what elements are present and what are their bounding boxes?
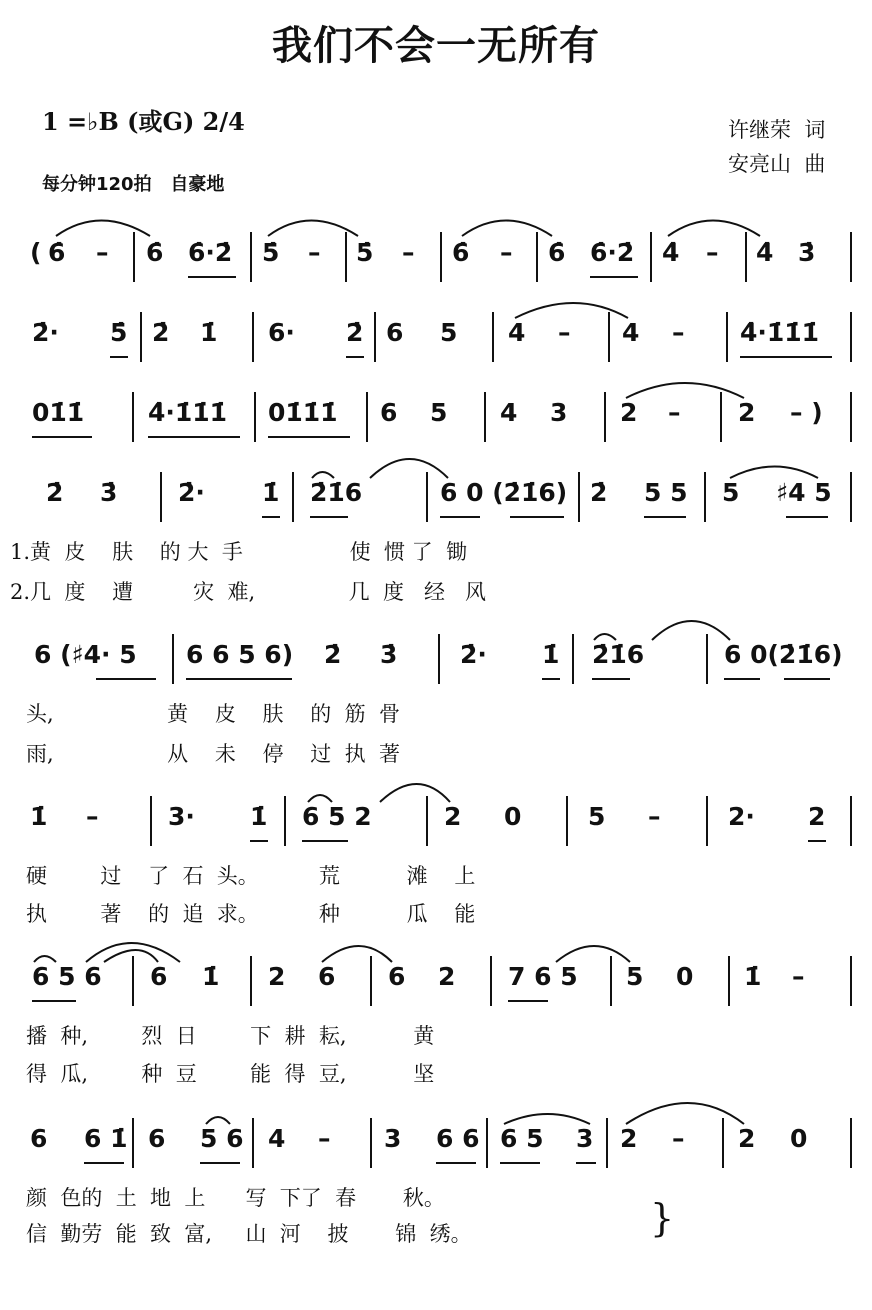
lyric-verse-2: 雨, 从 未 停 过 执 著 [26,742,400,766]
slur-arc [594,634,616,640]
composer-credit: 安亮山 曲 [728,152,826,176]
key-signature: 1 =♭B (或G) 2/4 [42,107,245,136]
slur-arc [730,467,818,479]
lyric-verse-2: 得 瓜, 种 豆 能 得 豆, 坚 [26,1062,435,1086]
lyric-verse-1: 颜 色的 土 地 上 写 下了 春 秋。 [26,1186,445,1210]
tie-arc [462,221,552,237]
staff-row-6: 1̇ – 3· 1̇ 6 5 2 2 0 5 – 2· 2 [0,796,872,856]
tie-arc [380,784,450,802]
lyric-verse-2: 2.几 度 遭 灾 难, 几 度 经 风 [10,580,487,604]
tie-arc [322,946,392,962]
slur-arc [206,1117,230,1124]
staff-row-4: 2̇ 3̇ 2̇· 1̇ 2̇1̇6 6 0 (2̇1̇6) 2̇ 5 5 5 ♯4 5 [0,472,872,532]
lyric-verse-2: 信 勤劳 能 致 富, 山 河 披 锦 绣。 [26,1222,472,1246]
tie-arc [668,221,760,237]
tie-arc [104,950,158,962]
staff-row-5: 6 (♯4· 5 6 6 5 6) 2̇ 3̇ 2̇· 1̇ 2̇1̇6 6 0(2̇1̇6) [0,634,872,694]
verse-brace: } [650,1196,675,1240]
staff-row-2: 2̇· 5̇ 2̇ 1̇ 6· 2̇ 6 5 4 – 4 – 4̇·1̇1̇1̇ [0,312,872,372]
staff-row-8: 6 6 1̇ 6 5 6 4 – 3 6 6 6 5 3 2 – 2 0 [0,1118,872,1178]
tie-arc [370,459,448,478]
tempo-marking: 每分钟120拍 自豪地 [42,174,225,195]
slur-arc [504,1114,590,1124]
slur-arc [34,956,56,962]
slur-arc [308,795,332,802]
lyric-verse-2: 执 著 的 追 求。 种 瓜 能 [26,902,476,926]
notation-row-1: ( [30,238,42,267]
lyric-verse-1: 硬 过 了 石 头。 荒 滩 上 [26,864,476,888]
tie-arc [652,621,730,640]
staff-row-3: 01̇1̇ 4̇·1̇1̇1̇ 01̇1̇1̇ 6 5 4 3 2 – 2 – ) [0,392,872,452]
tie-arc [56,221,150,237]
lyric-verse-1: 播 种, 烈 日 下 耕 耘, 黄 [26,1024,435,1048]
tie-arc [268,221,358,237]
tie-arc [515,303,628,318]
lyricist-credit: 许继荣 词 [728,118,826,142]
song-title: 我们不会一无所有 [272,22,600,69]
slur-arc [312,472,334,478]
tie-arc [556,946,630,962]
tie-arc [626,1103,744,1124]
tie-arc [86,943,180,962]
staff-row-7: 6 5 6 6 1̇ 2 6 6 2 7 6 5 5 0 1̇ – [0,956,872,1016]
staff-row-1: ( 6̇ – 6̇ 6̇·2̇ 5̇ – 5̇ – 6̇ – 6̇ 6̇·2̇ 4̇ – 4̇ 3̇ [0,232,872,292]
lyric-verse-1: 头, 黄 皮 肤 的 筋 骨 [26,702,400,726]
tie-arc [626,383,744,398]
lyric-verse-1: 1.黄 皮 肤 的 大 手 使 惯 了 锄 [10,540,467,564]
